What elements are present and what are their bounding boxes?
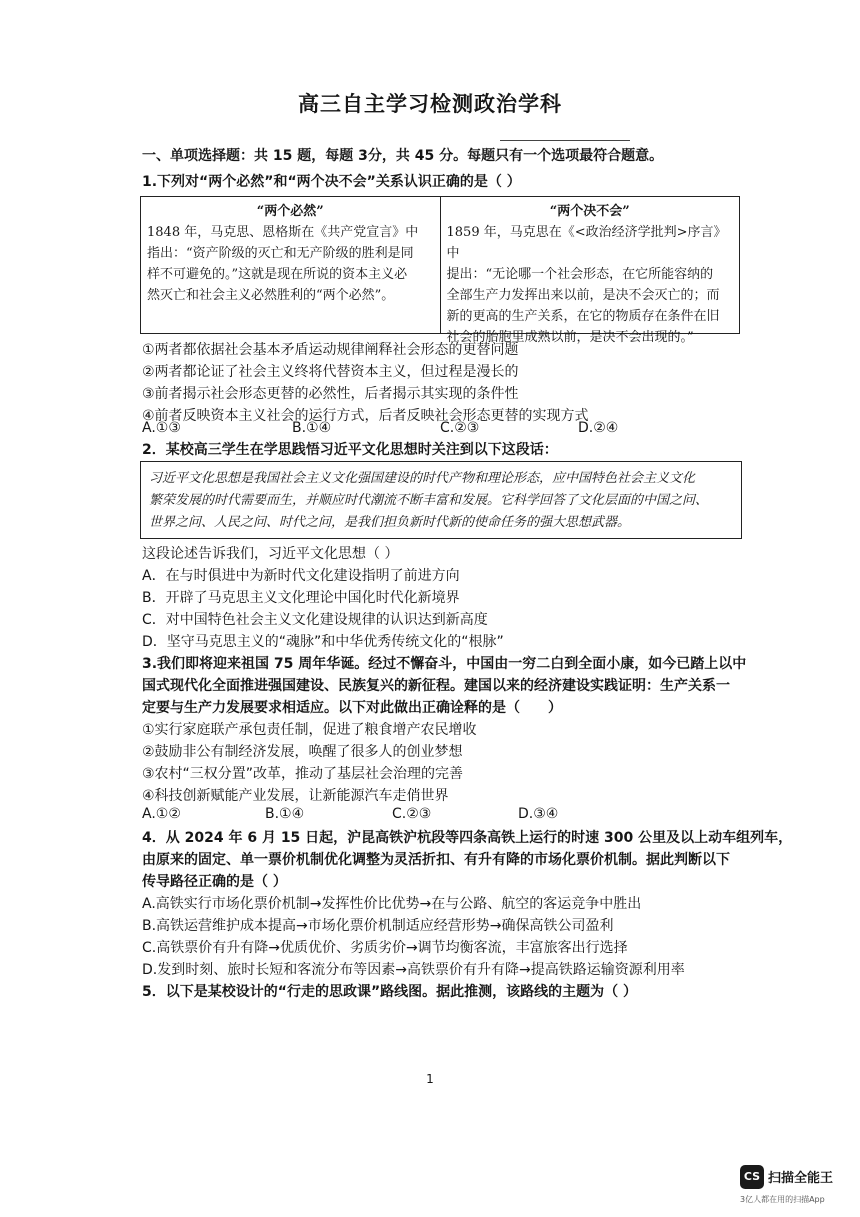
q2-stem: 2．某校高三学生在学思践悟习近平文化思想时关注到以下这段话： [142, 442, 558, 458]
q1-option-a[interactable]: A.①③ [142, 420, 181, 436]
q2-option-d[interactable]: D．坚守马克思主义的“魂脉”和中华优秀传统文化的“根脉” [142, 634, 504, 650]
q4-option-c[interactable]: C.高铁票价有升有降→优质优价、劣质劣价→调节均衡客流，丰富旅客出行选择 [142, 940, 628, 956]
q2-quote-line: 世界之问、人民之问、时代之问，是我们担负新时代新的使命任务的强大思想武器。 [149, 515, 631, 530]
watermark-tagline: 3亿人都在用的扫描App [740, 1195, 825, 1204]
q4-option-a[interactable]: A.高铁实行市场化票价机制→发挥性价比优势→在与公路、航空的客运竞争中胜出 [142, 896, 642, 912]
q3-option-a[interactable]: A.①② [142, 806, 181, 822]
q3-option-c[interactable]: C.②③ [392, 806, 432, 822]
q3-option-b[interactable]: B.①④ [265, 806, 305, 822]
q4-stem-line: 传导路径正确的是（ ） [142, 874, 287, 890]
q2-quote-line: 繁荣发展的时代需要而生，并顺应时代潮流不断丰富和发展。它科学回答了文化层面的中国之问、 [149, 493, 709, 508]
q1-stem: 1.下列对“两个必然”和“两个决不会”关系认识正确的是（ ） [142, 174, 521, 190]
q1-right-line: 社会的胎胞里成熟以前，是决不会出现的。” [446, 330, 694, 345]
page-number: 1 [426, 1072, 434, 1086]
q1-option-d[interactable]: D.②④ [578, 420, 619, 436]
watermark-app-name: 扫描全能王 [768, 1171, 834, 1186]
q3-stem-line: 定要与生产力发展要求相适应。以下对此做出正确诠释的是（ ） [142, 700, 562, 716]
q1-right-line: 1859 年，马克思在《<政治经济学批判>序言》中 [446, 225, 727, 261]
page-title: 高三自主学习检测政治学科 [298, 92, 562, 116]
q1-right-line: 全部生产力发挥出来以前，是决不会灭亡的；而 [446, 288, 720, 303]
q1-right-cell [440, 197, 740, 345]
q1-right-line: 提出：“无论哪一个社会形态，在它所能容纳的 [446, 267, 714, 282]
q3-item: ②鼓励非公有制经济发展，唤醒了很多人的创业梦想 [142, 744, 463, 760]
camscanner-logo-icon: CS [740, 1165, 764, 1189]
q1-option-c[interactable]: C.②③ [440, 420, 480, 436]
q4-stem-line: 由原来的固定、单一票价机制优化调整为灵活折扣、有升有降的市场化票价机制。据此判断以下 [142, 852, 730, 868]
q1-left-line: 然灭亡和社会主义必然胜利的“两个必然”。 [147, 288, 395, 303]
section-heading: 一、单项选择题：共 15 题，每题 3分，共 45 分。每题只有一个选项最符合题意。 [142, 148, 664, 164]
q2-quote-box [140, 461, 742, 539]
q2-lead: 这段论述告诉我们，习近平文化思想（ ） [142, 546, 399, 562]
q1-left-line: 指出：“资产阶级的灭亡和无产阶级的胜利是同 [147, 246, 414, 261]
q1-right-line: 新的更高的生产关系，在它的物质存在条件在旧 [446, 309, 720, 324]
q1-item: ②两者都论证了社会主义终将代替资本主义，但过程是漫长的 [142, 364, 519, 380]
q2-option-a[interactable]: A．在与时俱进中为新时代文化建设指明了前进方向 [142, 568, 460, 584]
q2-quote-line: 习近平文化思想是我国社会主义文化强国建设的时代产物和理论形态，应中国特色社会主义文化 [149, 471, 696, 486]
q3-item: ④科技创新赋能产业发展，让新能源汽车走俏世界 [142, 788, 449, 804]
q1-option-b[interactable]: B.①④ [292, 420, 332, 436]
q2-option-c[interactable]: C．对中国特色社会主义文化建设规律的认识达到新高度 [142, 612, 488, 628]
q1-right-heading: “两个决不会” [549, 204, 630, 219]
q4-option-d[interactable]: D.发到时刻、旅时长短和客流分布等因素→高铁票价有升有降→提高铁路运输资源利用率 [142, 962, 685, 978]
q3-item: ①实行家庭联产承包责任制，促进了粮食增产农民增收 [142, 722, 477, 738]
q2-option-b[interactable]: B．开辟了马克思主义文化理论中国化时代化新境界 [142, 590, 460, 606]
q4-option-b[interactable]: B.高铁运营维护成本提高→市场化票价机制适应经营形势→确保高铁公司盈利 [142, 918, 614, 934]
q3-stem-line: 3.我们即将迎来祖国 75 周年华诞。经过不懈奋斗，中国由一穷二白到全面小康，如今已踏上以中 [142, 656, 747, 672]
q1-comparison-table [140, 196, 740, 345]
q1-left-heading: “两个必然” [256, 204, 324, 219]
q1-left-line: 样不可避免的。”这就是现在所说的资本主义必 [147, 267, 408, 282]
q3-option-d[interactable]: D.③④ [518, 806, 559, 822]
q3-item: ③农村“三权分置”改革，推动了基层社会治理的完善 [142, 766, 464, 782]
q1-item: ①两者都依据社会基本矛盾运动规律阐释社会形态的更替问题 [142, 342, 519, 358]
q1-left-cell [141, 197, 440, 333]
scanner-watermark [740, 1165, 850, 1205]
q4-stem-line: 4．从 2024 年 6 月 15 日起，沪昆高铁沪杭段等四条高铁上运行的时速 300 公里及以上动车组列车， [142, 830, 793, 846]
q3-stem-line: 国式现代化全面推进强国建设、民族复兴的新征程。建国以来的经济建设实践证明：生产关系一 [142, 678, 730, 694]
q5-stem: 5．以下是某校设计的“行走的思政课”路线图。据此推测，该路线的主题为（ ） [142, 984, 638, 1000]
q1-item: ④前者反映资本主义社会的运行方式，后者反映社会形态更替的实现方式 [142, 408, 589, 424]
q1-item: ③前者揭示社会形态更替的必然性，后者揭示其实现的条件性 [142, 386, 519, 402]
scan-mark [500, 140, 630, 141]
q1-left-line: 1848 年，马克思、恩格斯在《共产党宣言》中 [147, 225, 419, 240]
